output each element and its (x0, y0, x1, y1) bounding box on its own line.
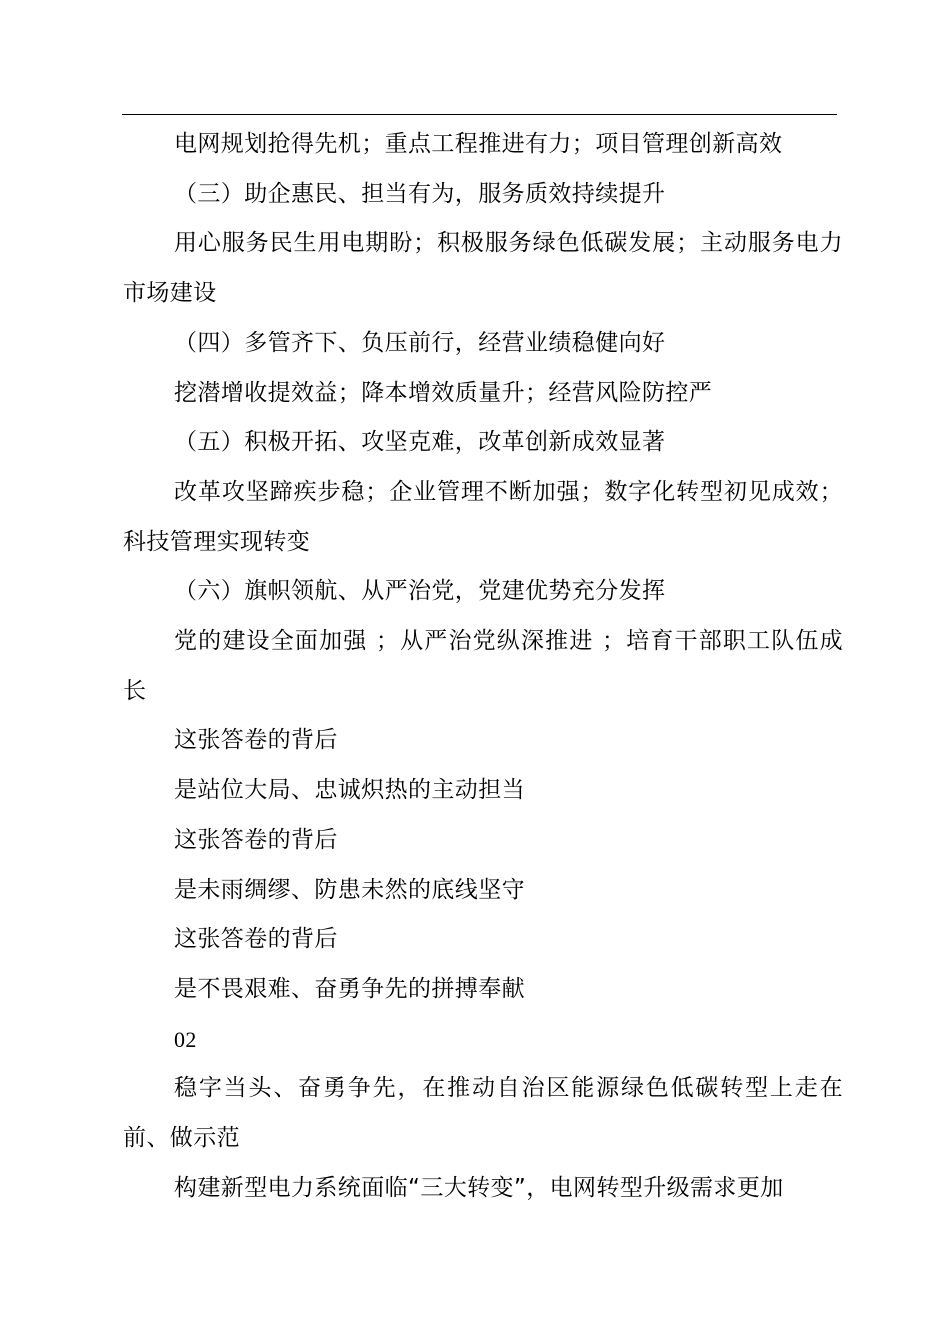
section-heading: （六）旗帜领航、从严治党，党建优势充分发挥 (174, 578, 666, 605)
paragraph: 用心服务民生用电期盼；积极服务绿色低碳发展；主动服务电力市场建设 (123, 230, 843, 307)
paragraph: 是未雨绸缪、防患未然的底线坚守 (174, 876, 525, 903)
paragraph: 这张答卷的背后 (174, 826, 338, 853)
paragraph: 电网规划抢得先机；重点工程推进有力；项目管理创新高效 (174, 131, 783, 157)
document-body (123, 120, 843, 1213)
paragraph: 改革攻坚蹄疾步稳；企业管理不断加强；数字化转型初见成效；科技管理实现转变 (123, 478, 843, 555)
paragraph: 这张答卷的背后 (174, 727, 338, 754)
paragraph: 党的建设全面加强 ；从严治党纵深推进 ；培育干部职工队伍成长 (123, 628, 843, 704)
paragraph: 这张答卷的背后 (174, 926, 338, 953)
paragraph: 是站位大局、忠诚炽热的主动担当 (174, 777, 525, 804)
paragraph: 构建新型电力系统面临“三大转变”，电网转型升级需求更加 (174, 1174, 784, 1201)
section-heading: （四）多管齐下、负压前行，经营业绩稳健向好 (174, 329, 666, 356)
section-heading: （三）助企惠民、担当有为，服务质效持续提升 (174, 180, 666, 207)
section-number: 02 (174, 1026, 197, 1052)
paragraph: 是不畏艰难、奋勇争先的拼搏奉献 (174, 975, 525, 1002)
paragraph: 挖潜增收提效益；降本增效质量升；经营风险防控严 (174, 379, 713, 406)
paragraph: 稳字当头、奋勇争先，在推动自治区能源绿色低碳转型上走在前、做示范 (123, 1075, 843, 1152)
header-rule (122, 114, 837, 115)
section-heading: （五）积极开拓、攻坚克难，改革创新成效显著 (174, 429, 666, 456)
